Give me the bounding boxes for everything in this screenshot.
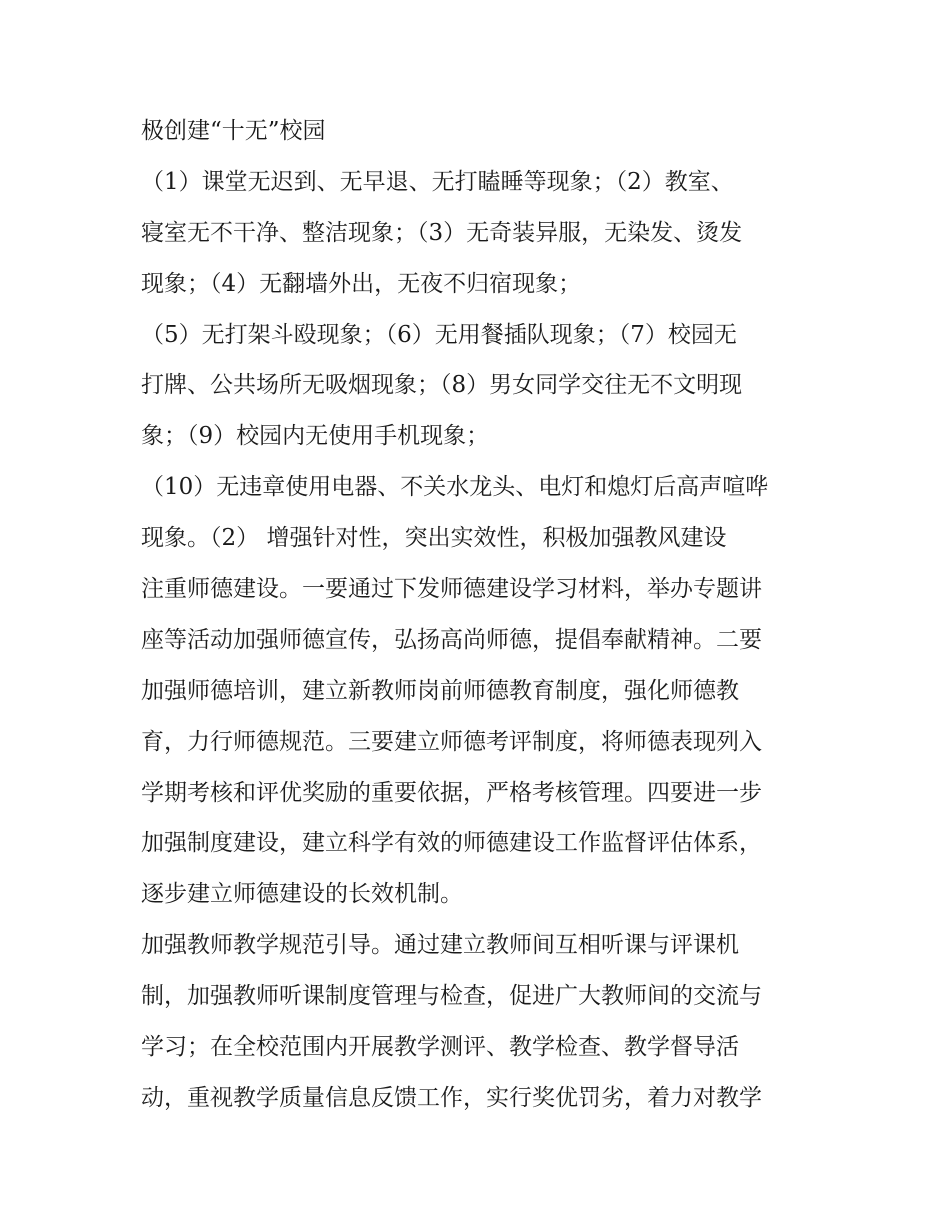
text-line: 制，加强教师听课制度管理与检查，促进广大教师间的交流与	[141, 983, 762, 1010]
text-line: 加强教师教学规范引导。通过建立教师间互相听课与评课机	[141, 932, 739, 959]
text-line: 逐步建立师德建设的长效机制。	[141, 881, 463, 908]
text-line: 学期考核和评优奖励的重要依据，严格考核管理。四要进一步	[141, 779, 762, 806]
text-line: 打牌、公共场所无吸烟现象；（8）男女同学交往无不文明现	[141, 372, 743, 399]
text-line: 注重师德建设。一要通过下发师德建设学习材料，举办专题讲	[141, 576, 762, 603]
text-line: 育，力行师德规范。三要建立师德考评制度，将师德表现列入	[141, 728, 762, 755]
document-body	[141, 106, 831, 1124]
text-line: 极创建“十无”校园	[141, 118, 326, 144]
text-line: （5）无打架斗殴现象；（6）无用餐插队现象；（7）校园无	[141, 321, 737, 348]
text-line: 现象；（4）无翻墙外出，无夜不归宿现象；	[141, 270, 582, 297]
text-line: 加强制度建设，建立科学有效的师德建设工作监督评估体系，	[141, 830, 762, 857]
text-line: （10）无违章使用电器、不关水龙头、电灯和熄灯后高声喧哗	[141, 474, 769, 501]
text-line: （1）课堂无迟到、无早退、无打瞌睡等现象；（2）教室、	[141, 168, 734, 195]
text-line: 加强师德培训，建立新教师岗前师德教育制度，强化师德教	[141, 677, 739, 704]
text-line: 学习；在全校范围内开展教学测评、教学检查、教学督导活	[141, 1034, 739, 1061]
text-line: 寝室无不干净、整洁现象；（3）无奇装异服，无染发、烫发	[141, 219, 743, 246]
text-line: 座等活动加强师德宣传，弘扬高尚师德，提倡奉献精神。二要	[141, 626, 762, 653]
text-line: 象；（9）校园内无使用手机现象；	[141, 423, 490, 450]
text-line: 现象。（2） 增强针对性，突出实效性，积极加强教风建设	[141, 525, 727, 552]
text-line: 动，重视教学质量信息反馈工作，实行奖优罚劣，着力对教学	[141, 1084, 762, 1111]
